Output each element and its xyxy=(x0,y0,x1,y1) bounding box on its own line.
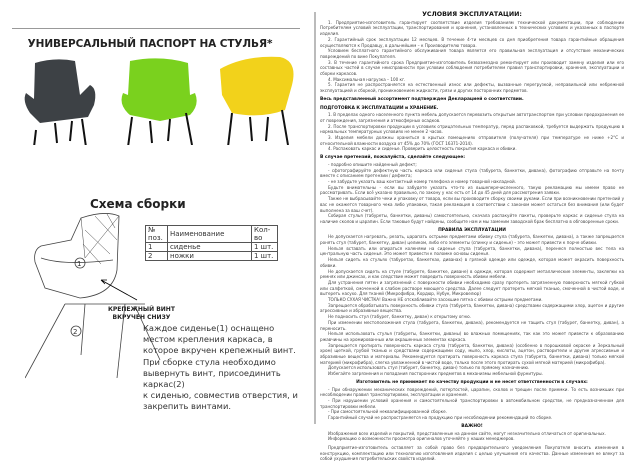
list-item: Изображения всех изделий и покрытий, представленные на данном сайте, могут незначительно отличаться от оригинальных. xyxy=(328,430,606,436)
assembly-title: Схема сборки xyxy=(90,197,186,211)
cell: 1 шт. xyxy=(252,252,278,261)
cell: сиденье xyxy=(168,243,252,252)
list-item: - сфотографируйте дефектную часть каркаса или сиденья стула (табурета, банкетки, дивана), фотографию отправьте на почту вместе с описанием претензии / дефекта; xyxy=(320,167,624,179)
paragraph: Нельзя вставать или опираться коленями на сиденье стула (табурета, банкетки, дивана), перенеся полностью вес тела на центральную часть сиденья. Это может привести к поломке основы сиденья. xyxy=(320,245,624,257)
list-item: Гарантийный случай не распространяется на продукцию при несоблюдении рекомендаций по сборке. xyxy=(328,415,553,421)
chair-photo-gray xyxy=(25,59,96,145)
chair-photo-yellow xyxy=(220,57,294,145)
fix-line-2: ВКРУЧЕН СНИЗУ xyxy=(112,314,171,321)
list-item: - подробно опишите найденный дефект; xyxy=(328,161,417,167)
paragraph: Не допускается сидеть на стуле (табурете, банкетке, диване) в одежде, которая содержит металлические элементы, заклепки на ремнях или джинсах, и как следствие может повредить поверхность обивки мебели. xyxy=(320,268,624,280)
list-item: - При нарушении условий хранения и самостоятельной транспортировки в автомобильном средстве, не предназначенном для транспортировки мебели. xyxy=(320,398,624,409)
cell: 1 xyxy=(146,243,168,252)
paragraph: Запрещается обрабатывать поверхность обивки стула (табурета, банкетки, дивана) средствами содержащими хлор, ацетон и другие агрессивные и абразивные вещества. xyxy=(320,302,624,314)
paragraph: ТОЛЬКО СУХАЯ ЧИСТКА! Важно НЕ отскабливайте засохшие пятна с обивки острыми предметами. xyxy=(328,297,543,303)
conditions-heading: УСЛОВИЯ ЭКСПЛУАТАЦИИ: xyxy=(422,11,522,18)
header-cell: Наименование xyxy=(168,226,252,243)
paragraph: 4. Максимальная нагрузка – 100 кг. xyxy=(328,76,406,82)
paragraph: 1. Предприятие-изготовитель гарантирует соответствие изделия требованиям технической документации, при соблюдении Потребителем условий эксплуатации, транспортирования и хранения, установленных в технических условиях и указанных в паспорте изделия. xyxy=(320,19,624,37)
part-2-label: 2 xyxy=(73,328,78,336)
list-item: - При самостоятельной неквалифицированной сборке. xyxy=(328,409,447,415)
paragraph: 3. Изделия мебели должны храниться в крытых помещениях отправителя (получателя) при температуре не ниже +2°С и относительной влажности воздуха от 45% до 70% (ГОСТ 16371-2014). xyxy=(320,135,624,146)
assembly-text: к сиденью, совместив отверстия, и закрепить винтами. xyxy=(143,390,298,412)
paragraph: Собирая стулья (табуреты, банкетки, диваны) самостоятельно, сначала распакуйте пакеты, проверьте каркас и сиденье стула на наличие сколов и царапин. Если таковые будут найдены, сообщите нам и мы заменим заводской брак бесплатно в обговоренные сроки. xyxy=(320,213,624,224)
list-item: - не забудьте указать ваш контактный номер телефона и номер товарной накладной. xyxy=(328,178,516,184)
paragraph: Также не выбрасывайте чеки и упаковку от товара, если вы производите сборку своими руками. Если при возникновении претензий у вас не окажется товарного чека либо упаковки, такая рекламация в соответствии с законом может остаться без внимания (или будет выполнена за ваш счет). xyxy=(320,196,624,213)
paragraph: 2. После транспортировки продукции в условиях отрицательных температур, перед распаковкой, требуется выдержать продукцию в нормальных температурных условиях не менее 2 часов. xyxy=(320,123,624,135)
important-heading: ВАЖНО! xyxy=(461,423,483,429)
preparation-heading: ПОДГОТОВКА К ЭКСПЛУАТАЦИИ и ХРАНЕНИЕ. xyxy=(320,105,439,111)
assembly-text: При сборке стула необходимо вывернуть винт, присоединить каркас(2) xyxy=(143,356,281,390)
paragraph: 5. Гарантия не распространяется на естественный износ или дефекты, вызванные перегрузкой, неправильной или небрежной эксплуатацией и сборкой, проникновением жидкости, грязи и других посторонних предметов. xyxy=(320,82,624,94)
header-cell: № поз. xyxy=(146,226,168,243)
cell: ножки xyxy=(168,252,252,261)
paragraph: Нельзя сидеть на стульях (табуретах, банкетках, диванах) в грязной одежде или одежде, которая может окрасить поверхность обивки. xyxy=(320,257,624,268)
paragraph: При изменении местоположения стула (табурета, банкетки, дивана), рекомендуется не тащить стул (табурет, банкетку, диван), а переносить. xyxy=(320,319,624,331)
fix-line-1: КРЕПЕЖНЫЙ ВИНТ xyxy=(108,306,175,313)
part-1-label: 1 xyxy=(77,260,82,268)
fixing-screw-label xyxy=(108,306,175,322)
paragraph: Нельзя использовать стулья (табуреты, банкетки, диваны) во влажных помещениях, так как это может привести к образованию ржавчины на хромированных или окрашенных элементах каркаса. xyxy=(320,331,624,342)
arrow-icon xyxy=(101,280,137,300)
operating-conditions xyxy=(320,12,624,462)
header-cell: Кол-во xyxy=(252,226,278,243)
cell: 1 шт. xyxy=(252,243,278,252)
rules-heading: ПРАВИЛА ЭКСПЛУАТАЦИИ xyxy=(438,227,506,233)
paragraph: Условием бесплатного гарантийного обслуживания товара является его правильная эксплуатация и отсутствие механических повреждений по вине Покупателя. xyxy=(320,48,624,59)
list-item: Информацию о возможности просмотра оригиналов уточняйте у наших менеджеров. xyxy=(328,436,515,442)
disclaimer: Предприятие-изготовитель оставляет за собой право без предварительного уведомления Покупателя вносить изменения в конструкцию, комплектацию или технологию изготовления изделия с целью улучшения его качества. Данные изменения не влекут за собой ухудшения потребительских свойств изделий. xyxy=(320,444,624,462)
paragraph: 2. Гарантийный срок эксплуатации 12 месяцев. В течение 4-ти месяцев со дня приобретения товара гарантийные обращения осуществляются к Продавцу, в дальнейшем – к Производителю товара. xyxy=(320,36,624,48)
page-title: УНИВЕРСАЛЬНЫЙ ПАСПОРТ НА СТУЛЬЯ* xyxy=(27,38,273,50)
paragraph: 1. В пределах одного населенного пункта мебель допускается перевозить открытым автотранспортом при условии предохранения ее от повреждения, загрязнения и атмосферных осадков. xyxy=(320,112,624,123)
paragraph: Не подносить стул (табурет, банкетку, диван) к открытому огню. xyxy=(328,314,471,320)
paragraph: Избегайте загрязнения и попадания посторонних предметов в механизмы мебельной фурнитуры. xyxy=(328,371,543,377)
declaration: Весь представленный ассортимент подтвержден Декларацией о соответствии. xyxy=(320,96,524,102)
liability-heading: Изготовитель не принимает по качеству продукции и не несет ответственности в случаях: xyxy=(356,379,588,385)
top-divider xyxy=(12,28,300,29)
column-divider xyxy=(314,12,316,424)
paragraph: 4. Распаковать каркас и сиденье. Проверить целостность покрытия каркаса и обивки. xyxy=(328,146,517,152)
assembly-text: Каждое сиденье(1) оснащено местом крепления каркаса, в которое вкручен крепежный винт. xyxy=(143,323,296,356)
list-item: - При обнаружении механических повреждений, потертостей, царапин, сколов и трещин после приемки. То есть возникших при несоблюдении правил транспортировки, эксплуатации и хранения. xyxy=(320,386,624,398)
paragraph: Будьте внимательны - если вы забудете указать что-то из вышеперечисленного, такую рекламацию мы имеем право не рассматривать. Если всё указано правильно, по закону у нас есть от 14 до 45 дней для рассмотрения заявки. xyxy=(320,184,624,196)
paragraph: Для устранения пятен и загрязнений с поверхности обивки необходимо сразу протереть загрязненную поверхность мягкой губкой или салфеткой, смоченной в слабом растворе моющего средства. Далее следует протереть мягкой тканью, смоченной в чистой воде, и вытереть насухо. Для тканей (Микрофибра, Кордюр, Нубук, Микровелюр) xyxy=(320,279,624,297)
chair-photo-green xyxy=(122,58,197,145)
cell: 2 xyxy=(146,252,168,261)
assembly-instructions xyxy=(143,323,303,413)
claims-heading: В случае претензий, пожалуйста, сделайте следующее: xyxy=(320,155,465,161)
paragraph: 3. В течение гарантийного срока Предприятие-изготовитель безвозмездно ремонтирует или производит замену изделия или его составных частей в случае неисправности при условии соблюдения потребителем правил транспортировки, хранения, эксплуатации и сборки каркасов. xyxy=(320,59,624,77)
chair-photos xyxy=(10,55,305,145)
paragraph: Запрещается протирать поверхность каркаса стула (табурета, банкетки, дивана) (особенно в порошковой окраске и Зеркальный хром) щеткой, грубой тканью и средствами содержащими соду, мыло, хлор, кислоты, ацетон, растворители и другие агрессивные и абразивные вещества и материалы. Рекомендуется протирать поверхность каркаса стула (табурета, банкетки, дивана) только мягкой материей (микрофибра), слегка увлажненной в чистой воде, только после этого протирать сухой мягкой материей (микрофибра). xyxy=(320,342,624,365)
paragraph: Допускается использовать стул (табурет, банкетку, диван) только по прямому назначению. xyxy=(328,365,530,371)
paragraph: Не допускается нагревать, резать, царапать острыми предметами обивку стула (табурета, банкетки, дивана), а также запрещается ронять стул (табурет, банкетку, диван) целиком, либо его элементы (спинку и сиденье) – это может привести к порче обивки. xyxy=(320,234,624,246)
